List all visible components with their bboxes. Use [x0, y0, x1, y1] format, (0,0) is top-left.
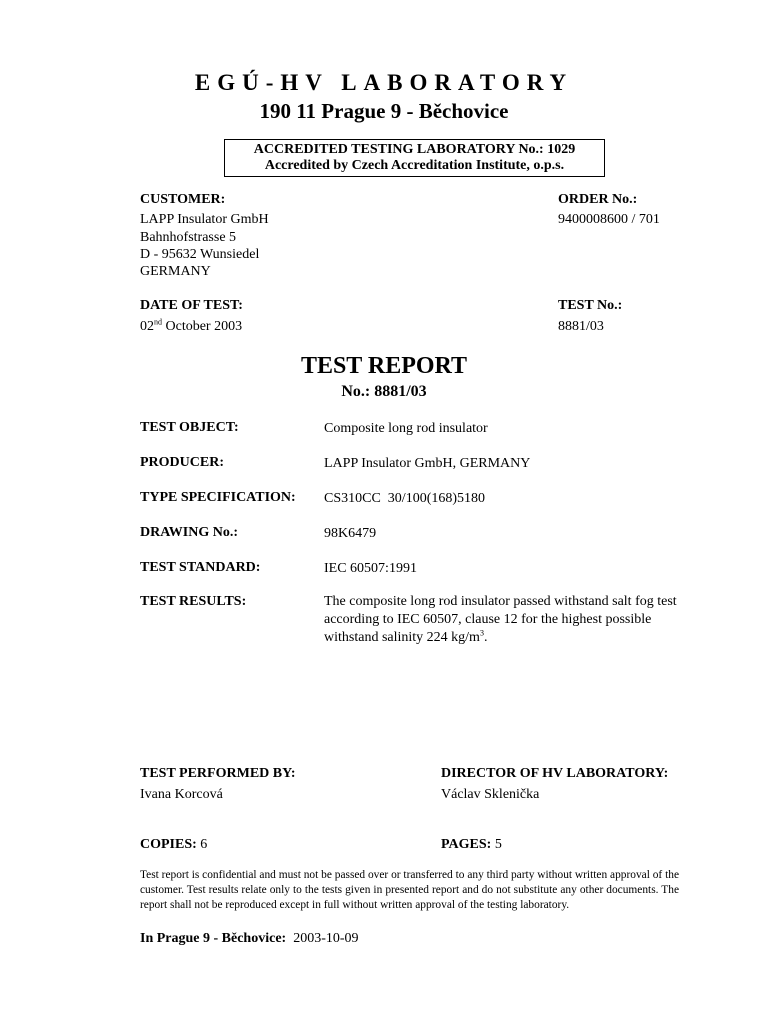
drawing-number-label: DRAWING No.: — [140, 525, 238, 540]
date-day: 02 — [140, 319, 154, 334]
test-results-value — [324, 593, 694, 647]
director-label: DIRECTOR OF HV LABORATORY: — [441, 766, 669, 781]
customer-street: Bahnhofstrasse 5 — [140, 230, 237, 245]
place-and-date — [140, 931, 359, 947]
test-results-label: TEST RESULTS: — [140, 594, 247, 609]
performed-by-name: Ivana Korcová — [140, 787, 223, 802]
director-name: Václav Sklenička — [441, 787, 540, 802]
pages-label: PAGES: — [441, 837, 492, 852]
accreditation-number: ACCREDITED TESTING LABORATORY No.: 1029 — [253, 142, 576, 157]
customer-label: CUSTOMER: — [140, 192, 226, 207]
test-object-label: TEST OBJECT: — [140, 420, 239, 435]
laboratory-address: 190 11 Prague 9 - Běchovice — [259, 99, 509, 123]
pages — [441, 837, 502, 853]
copies — [140, 837, 207, 853]
customer-city: D - 95632 Wunsiedel — [140, 247, 260, 262]
customer-country: GERMANY — [140, 264, 211, 279]
accreditation-institute: Accredited by Czech Accreditation Institute, o.p.s. — [264, 158, 565, 173]
test-results-superscript: 3 — [479, 628, 484, 638]
pages-value: 5 — [491, 837, 502, 852]
report-title: TEST REPORT — [300, 353, 468, 379]
accreditation-box — [224, 139, 605, 177]
date-month-year: October 2003 — [162, 319, 243, 334]
confidentiality-disclaimer: Test report is confidential and must not be passed over or transferred to any third party without written approval of the customer. Test results relate only to the tests given in presented report and do not substitute any other documents. The report shall not be reproduced except in full without written approval of the testing laboratory. — [140, 869, 679, 911]
test-number-label: TEST No.: — [558, 298, 623, 313]
customer-name: LAPP Insulator GmbH — [140, 212, 269, 227]
test-object-value: Composite long rod insulator — [324, 421, 488, 436]
order-number: 9400008600 / 701 — [558, 212, 660, 227]
copies-label: COPIES: — [140, 837, 197, 852]
issue-date: 2003-10-09 — [286, 931, 359, 946]
performed-by-label: TEST PERFORMED BY: — [140, 766, 296, 781]
test-standard-value: IEC 60507:1991 — [324, 561, 417, 576]
producer-value: LAPP Insulator GmbH, GERMANY — [324, 456, 531, 471]
test-results-text: The composite long rod insulator passed withstand salt fog test according to IEC 60507, clause 12 for the highest possible withstand salinity 224 kg/m — [324, 594, 677, 645]
report-number: No.: 8881/03 — [341, 383, 427, 400]
date-of-test-label: DATE OF TEST: — [140, 298, 243, 313]
order-label: ORDER No.: — [558, 192, 638, 207]
test-number-value: 8881/03 — [558, 319, 604, 334]
date-of-test-value — [140, 319, 242, 335]
test-standard-label: TEST STANDARD: — [140, 560, 261, 575]
test-results-end: . — [483, 630, 488, 645]
place-label: In Prague 9 - Běchovice: — [140, 931, 287, 946]
copies-value: 6 — [196, 837, 208, 852]
drawing-number-value: 98K6479 — [324, 526, 377, 541]
producer-label: PRODUCER: — [140, 455, 224, 470]
type-specification-label: TYPE SPECIFICATION: — [140, 490, 296, 505]
date-day-suffix: nd — [154, 317, 162, 327]
laboratory-title: EGÚ-HV LABORATORY — [194, 70, 574, 95]
type-specification-value: CS310CC 30/100(168)5180 — [324, 491, 486, 506]
